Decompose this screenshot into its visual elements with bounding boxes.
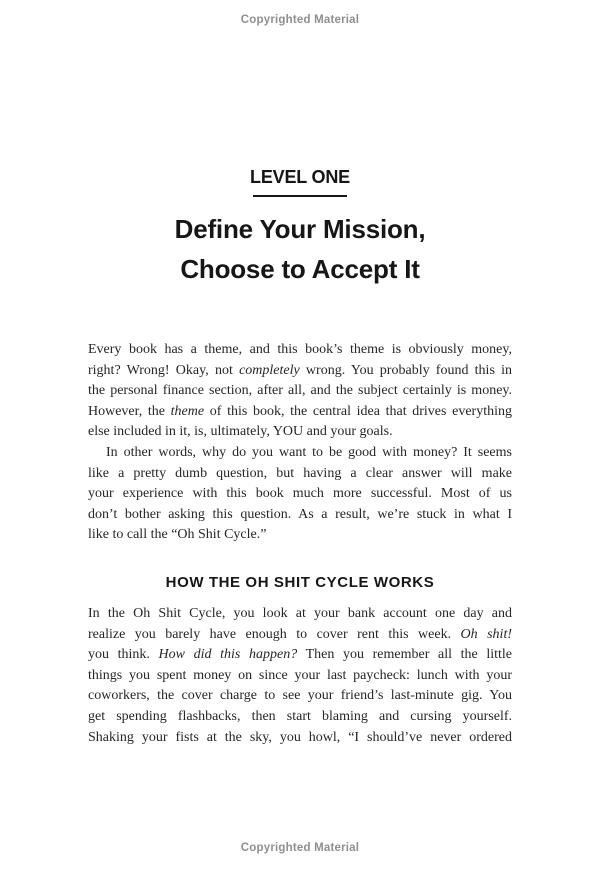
chapter-title-line-1: Define Your Mission, xyxy=(174,214,426,244)
paragraph xyxy=(88,604,512,748)
text-line: right? Wrong! Okay, not completely wrong. You probably found this in xyxy=(88,362,513,378)
text-line: your experience with this book much more successful. Most of us xyxy=(88,486,512,502)
text-line: like a pretty dumb question, but having a clear answer will make xyxy=(88,465,512,481)
top-copyright-notice: Copyrighted Material xyxy=(240,14,360,26)
chapter-title xyxy=(0,209,600,289)
chapter-title-line-2: Choose to Accept It xyxy=(180,254,420,284)
paragraph xyxy=(88,443,512,546)
text-line: don’t bother asking this question. As a result, we’re stuck in what I xyxy=(88,506,512,522)
text-line: coworkers, the cover charge to see your friend’s last-minute gig. You xyxy=(88,688,512,704)
text-line: the personal finance section, after all, and the subject certainly is money. xyxy=(88,383,512,399)
section-body-text xyxy=(88,604,512,748)
text-line: However, the theme of this book, the central idea that drives everything xyxy=(88,403,512,419)
paragraph xyxy=(88,340,512,443)
text-line: realize you barely have enough to cover rent this week. Oh shit! xyxy=(88,626,512,642)
text-line: get spending flashbacks, then start blaming and cursing yourself. xyxy=(88,708,512,724)
level-kicker: LEVEL ONE xyxy=(250,167,350,187)
kicker-underline-rule xyxy=(253,195,347,197)
text-line: Every book has a theme, and this book’s theme is obviously money, xyxy=(88,342,512,357)
bottom-copyright-notice: Copyrighted Material xyxy=(240,842,360,854)
text-line: In other words, why do you want to be good with money? It seems xyxy=(106,444,512,460)
text-line: like to call the “Oh Shit Cycle.” xyxy=(88,527,267,543)
text-line: things you spent money on since your last paycheck: lunch with your xyxy=(88,667,512,683)
text-line: else included in it, is, ultimately, YOU and your goals. xyxy=(88,424,393,440)
intro-body-text xyxy=(88,340,512,546)
text-line: you think. How did this happen? Then you remember all the little xyxy=(88,647,513,663)
text-line: Shaking your fists at the sky, you howl, “I should’ve never ordered xyxy=(88,729,512,745)
section-heading: HOW THE OH SHIT CYCLE WORKS xyxy=(165,574,435,591)
text-line: In the Oh Shit Cycle, you look at your bank account one day and xyxy=(88,606,512,621)
